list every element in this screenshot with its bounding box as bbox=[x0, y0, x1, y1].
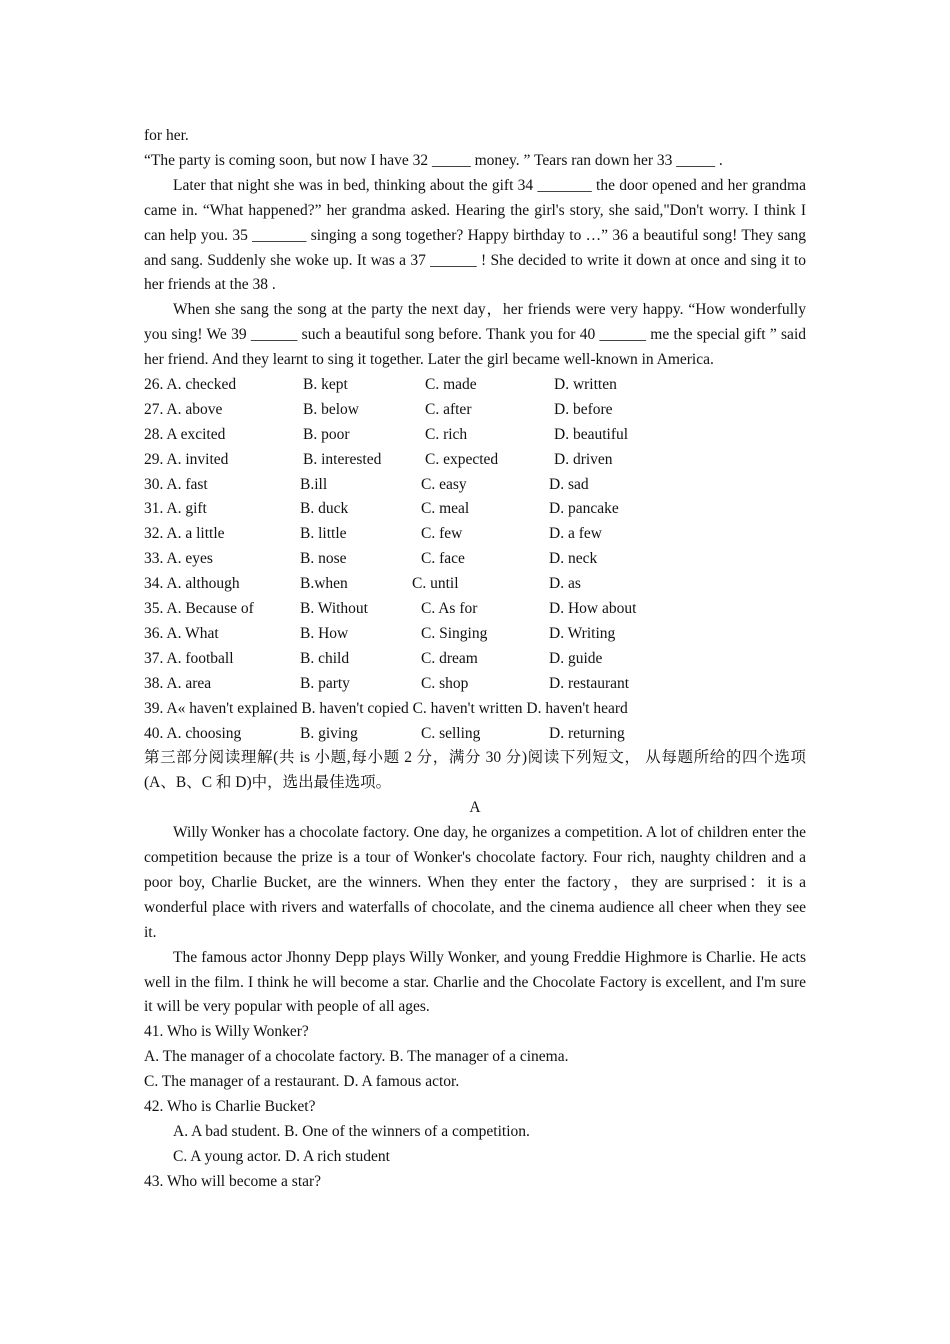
option-a: 36. A. What bbox=[144, 624, 219, 642]
passage-paragraph: Later that night she was in bed, thinking about the gift 34 _______ the door opened and her grandma came in. “What happened?” her grandma asked. Hearing the girl's story, she said,"Don't worry. I think I can help you. 35 _______ singing a song together? Happy birthday to …” 36 a beautiful song! They sang and sang. Suddenly she woke up. It was a 37 ______ ! She decided to write it down at once and sing it to her friends at the 38 . bbox=[144, 176, 806, 294]
option-d: D. before bbox=[554, 400, 613, 418]
passage-letter: A bbox=[469, 799, 481, 817]
question-row bbox=[144, 497, 806, 522]
option-a: 37. A. football bbox=[144, 649, 234, 667]
question-row bbox=[144, 622, 806, 647]
question-stem: 42. Who is Charlie Bucket? bbox=[144, 1098, 316, 1116]
option-d: D. How about bbox=[549, 600, 637, 618]
option-c: C. until bbox=[412, 575, 459, 593]
option-c: C. expected bbox=[425, 450, 499, 468]
option-b: B. Without bbox=[300, 600, 368, 618]
question-row bbox=[144, 473, 806, 498]
question-options: C. A young actor. D. A rich student bbox=[173, 1147, 390, 1165]
option-b: B. interested bbox=[303, 450, 382, 468]
option-b: B. below bbox=[303, 400, 359, 418]
option-c: C. few bbox=[421, 525, 463, 543]
option-c: C. face bbox=[421, 550, 465, 568]
option-b: B. kept bbox=[303, 376, 348, 394]
passage-line: for her. bbox=[144, 127, 189, 144]
option-d: D. written bbox=[554, 376, 617, 394]
question-row bbox=[144, 547, 806, 572]
option-a: 38. A. area bbox=[144, 674, 212, 692]
option-c: C. As for bbox=[421, 600, 478, 618]
option-d: D. as bbox=[549, 575, 581, 593]
option-d: D. Writing bbox=[549, 624, 616, 642]
passage-paragraph: When she sang the song at the party the next day，her friends were very happy. “How wonderfully you sing! We 39 ______ such a beautiful song before. Thank you for 40 ______ me the special gift ” said her friend. And they learnt to sing it together. Later the girl became well-known in America. bbox=[144, 301, 806, 369]
question-row bbox=[144, 597, 806, 622]
option-a: 29. A. invited bbox=[144, 450, 229, 468]
question-options: C. The manager of a restaurant. D. A famous actor. bbox=[144, 1073, 460, 1091]
option-b: B. duck bbox=[300, 500, 349, 518]
question-options: A. A bad student. B. One of the winners of a competition. bbox=[173, 1122, 530, 1140]
option-d: D. neck bbox=[549, 550, 598, 568]
question-row bbox=[144, 522, 806, 547]
option-b: B. little bbox=[300, 525, 347, 543]
option-b: B. child bbox=[300, 649, 350, 667]
option-a: 32. A. a little bbox=[144, 525, 225, 543]
option-d: D. returning bbox=[549, 724, 625, 742]
question-row bbox=[144, 647, 806, 672]
question-row: 39. A« haven't explained B. haven't copied C. haven't written D. haven't heard bbox=[144, 699, 628, 717]
question-row bbox=[144, 572, 806, 597]
option-a: 34. A. although bbox=[144, 575, 240, 593]
option-c: C. after bbox=[425, 400, 472, 418]
question-row bbox=[144, 423, 806, 448]
option-a: 26. A. checked bbox=[144, 376, 237, 394]
option-a: 28. A excited bbox=[144, 425, 226, 443]
option-b: B.when bbox=[300, 575, 348, 593]
reading-paragraph: The famous actor Jhonny Depp plays Willy Wonker, and young Freddie Highmore is Charlie. He acts well in the film. I think he will become a star. Charlie and the Chocolate Factory is excellent, and I'm sure it will be very popular with people of all ages. bbox=[144, 948, 806, 1016]
option-d: D. beautiful bbox=[554, 425, 629, 443]
question-row bbox=[144, 398, 806, 423]
section-header: 第三部分阅读理解(共 is 小题,每小题 2 分，满分 30 分)阅读下列短文， 从每题所给的四个选项(A、B、C 和 D)中，选出最佳选项。 bbox=[144, 749, 806, 792]
option-a: 35. A. Because of bbox=[144, 600, 254, 618]
option-b: B. nose bbox=[300, 550, 347, 568]
option-b: B. giving bbox=[300, 724, 358, 742]
passage-line: “The party is coming soon, but now I have 32 _____ money. ” Tears ran down her 33 _____ . bbox=[144, 151, 723, 169]
question-row bbox=[144, 722, 806, 747]
option-d: D. guide bbox=[549, 649, 603, 667]
question-options: A. The manager of a chocolate factory. B. The manager of a cinema. bbox=[144, 1048, 569, 1066]
question-stem: 43. Who will become a star? bbox=[144, 1172, 322, 1190]
option-c: C. selling bbox=[421, 724, 481, 742]
option-c: C. dream bbox=[421, 649, 478, 667]
option-b: B. How bbox=[300, 624, 349, 642]
option-c: C. Singing bbox=[421, 624, 488, 642]
option-c: C. rich bbox=[425, 425, 468, 443]
option-a: 31. A. gift bbox=[144, 500, 207, 518]
question-row bbox=[144, 448, 806, 473]
question-row bbox=[144, 373, 806, 398]
option-b: B.ill bbox=[300, 475, 328, 493]
option-a: 33. A. eyes bbox=[144, 550, 213, 568]
option-b: B. poor bbox=[303, 425, 350, 443]
option-c: C. easy bbox=[421, 475, 467, 493]
option-a: 27. A. above bbox=[144, 400, 223, 418]
document-page bbox=[144, 124, 806, 1195]
option-d: D. pancake bbox=[549, 500, 619, 518]
option-c: C. made bbox=[425, 376, 477, 394]
option-d: D. driven bbox=[554, 450, 613, 468]
option-d: D. restaurant bbox=[549, 674, 630, 692]
option-a: 40. A. choosing bbox=[144, 724, 242, 742]
option-c: C. shop bbox=[421, 674, 469, 692]
option-b: B. party bbox=[300, 674, 350, 692]
question-row bbox=[144, 672, 806, 697]
option-d: D. a few bbox=[549, 525, 602, 543]
option-d: D. sad bbox=[549, 475, 589, 493]
option-c: C. meal bbox=[421, 500, 470, 518]
reading-paragraph: Willy Wonker has a chocolate factory. One day, he organizes a competition. A lot of children enter the competition because the prize is a tour of Wonker's chocolate factory. Four rich, naughty children and a poor boy, Charlie Bucket, are the winners. When they enter the factory，they are surprised：it is a wonderful place with rivers and waterfalls of chocolate, and the cinema audience all cheer when they see it. bbox=[144, 824, 806, 941]
option-a: 30. A. fast bbox=[144, 475, 208, 493]
question-stem: 41. Who is Willy Wonker? bbox=[144, 1023, 309, 1041]
cloze-options bbox=[144, 373, 806, 746]
